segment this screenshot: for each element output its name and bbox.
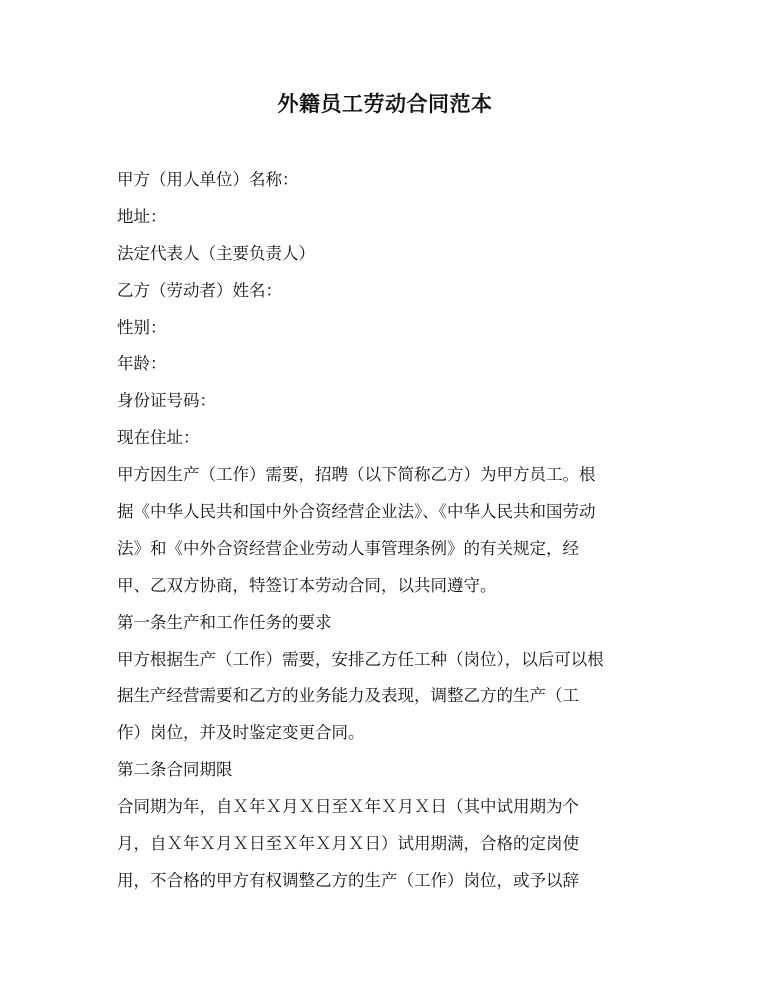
paragraph-line: 合同期为年，自Ｘ年Ｘ月Ｘ日至Ｘ年Ｘ月Ｘ日（其中试用期为个	[117, 797, 579, 817]
field-gender: 性别：	[117, 317, 167, 337]
field-id-number: 身份证号码：	[117, 391, 216, 411]
paragraph-line: 甲方根据生产（工作）需要，安排乙方任工种（岗位），以后可以根	[117, 649, 604, 669]
paragraph-line: 甲、乙双方协商，特签订本劳动合同，以共同遵守。	[117, 575, 497, 595]
paragraph-line: 甲方因生产（工作）需要，招聘（以下简称乙方）为甲方员工。根	[117, 465, 596, 485]
section-heading: 第二条合同期限	[117, 760, 233, 780]
field-address: 地址：	[117, 206, 167, 226]
document-title: 外籍员工劳动合同范本	[277, 92, 493, 116]
paragraph-line: 月，自Ｘ年Ｘ月Ｘ日至Ｘ年Ｘ月Ｘ日）试用期满，合格的定岗使	[117, 834, 579, 854]
paragraph-line: 据生产经营需要和乙方的业务能力及表现，调整乙方的生产（工	[117, 686, 579, 706]
paragraph-line: 法》和《中外合资经营企业劳动人事管理条例》的有关规定，经	[117, 538, 579, 558]
document-body	[117, 162, 662, 900]
paragraph-line: 据《中华人民共和国中外合资经营企业法》、《中华人民共和国劳动	[117, 502, 596, 522]
paragraph-line: 作）岗位，并及时鉴定变更合同。	[117, 723, 365, 743]
field-legal-representative: 法定代表人（主要负责人）	[117, 243, 315, 263]
paragraph-line: 用，不合格的甲方有权调整乙方的生产（工作）岗位，或予以辞	[117, 870, 579, 890]
field-current-address: 现在住址：	[117, 428, 200, 448]
field-age: 年龄：	[117, 354, 167, 374]
field-employer-name: 甲方（用人单位）名称：	[117, 170, 299, 189]
section-heading: 第一条生产和工作任务的要求	[117, 612, 332, 632]
field-employee-name: 乙方（劳动者）姓名：	[117, 280, 282, 300]
